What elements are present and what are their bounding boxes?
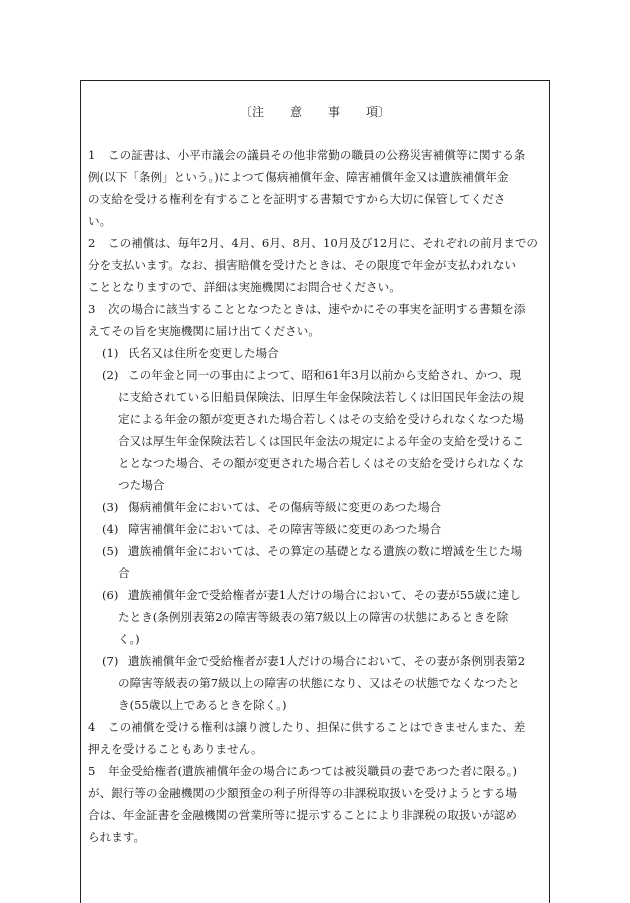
notes-body [88, 144, 544, 848]
note-text-line: 次の場合に該当することとなつたときは、速やかにその事実を証明する書類を添 [108, 302, 526, 316]
sub-number: (3) [102, 500, 119, 514]
title-part-2: 意 [289, 105, 302, 119]
note-number: 3 [88, 302, 96, 316]
sub-text-line: この年金と同一の事由によつて、昭和61年3月以前から支給され、かつ、現 [128, 368, 522, 382]
section-title [0, 103, 630, 120]
sub-number: (7) [102, 654, 119, 668]
note-item-3 [88, 298, 544, 716]
sub-number: (1) [102, 346, 119, 360]
sub-text-line: 障害補償年金においては、その障害等級に変更のあつた場合 [128, 522, 442, 536]
sub-text-line: き(55歳以上であるときを除く。) [118, 698, 287, 712]
note-text-line: 例(以下「条例」という。)によつて傷病補償年金、障害補償年金又は遺族補償年金 [88, 170, 509, 184]
note-text-line: 合は、年金証書を金融機関の営業所等に提示することにより非課税の取扱いが認め [88, 808, 517, 822]
note-text-line: この補償は、毎年2月、4月、6月、8月、10月及び12月に、それぞれの前月までの [108, 236, 539, 250]
sub-item-(1) [88, 342, 544, 364]
sub-text-line: 氏名又は住所を変更した場合 [128, 346, 279, 360]
note-text-line: が、銀行等の金融機関の少額預金の利子所得等の非課税取扱いを受けようとする場 [88, 786, 517, 800]
sub-item-(4) [88, 518, 544, 540]
note-text-line: この証書は、小平市議会の議員その他非常勤の職員の公務災害補償等に関する条 [108, 148, 526, 162]
sub-number: (6) [102, 588, 119, 602]
sub-text-line: たとき(条例別表第2の障害等級表の第7級以上の障害の状態にあるときを除 [118, 610, 509, 624]
note-item-2 [88, 232, 544, 298]
sub-text-line: 遺族補償年金で受給権者が妻1人だけの場合において、その妻が55歳に達し [128, 588, 521, 602]
sub-item-(5) [88, 540, 544, 584]
sub-item-(7) [88, 650, 544, 716]
note-item-5 [88, 760, 544, 848]
note-number: 4 [88, 720, 96, 734]
sub-text-line: に支給されている旧船員保険法、旧厚生年金保険法若しくは旧国民年金法の規 [118, 390, 524, 404]
sub-text-line: の障害等級表の第7級以上の障害の状態になり、又はその状態でなくなつたと [118, 676, 520, 690]
sub-text-line: 傷病補償年金においては、その傷病等級に変更のあつた場合 [128, 500, 442, 514]
note-text-line: えてその旨を実施機関に届け出てください。 [88, 324, 320, 338]
sub-text-line: 合又は厚生年金保険法若しくは国民年金法の規定による年金の支給を受けるこ [118, 434, 524, 448]
note-text-line: 押えを受けることもありません。 [88, 742, 263, 756]
sub-text-line: 定による年金の額が変更された場合若しくはその支給を受けられなくなつた場 [118, 412, 524, 426]
sub-number: (5) [102, 544, 119, 558]
sub-text-line: 遺族補償年金で受給権者が妻1人だけの場合において、その妻が条例別表第2 [128, 654, 526, 668]
sub-text-line: ととなつた場合、その額が変更された場合若しくはその支給を受けられなくな [118, 456, 524, 470]
note-text-line: い。 [88, 214, 112, 228]
sub-number: (4) [102, 522, 119, 536]
note-number: 5 [88, 764, 96, 778]
title-part-4: 項〕 [366, 105, 391, 119]
sub-item-(6) [88, 584, 544, 650]
title-part-3: 事 [328, 105, 341, 119]
sub-text-line: 遺族補償年金においては、その算定の基礎となる遺族の数に増減を生じた場 [128, 544, 523, 558]
sub-item-(2) [88, 364, 544, 496]
note-text-line: この補償を受ける権利は譲り渡したり、担保に供することはできませんまた、差 [108, 720, 526, 734]
sub-number: (2) [102, 368, 119, 382]
title-part-1: 〔注 [239, 105, 264, 119]
note-item-1 [88, 144, 544, 232]
note-number: 2 [88, 236, 96, 250]
sub-text-line: つた場合 [118, 478, 165, 492]
note-text-line: 分を支払います。なお、損害賠償を受けたときは、その限度で年金が支払われない [88, 258, 517, 272]
sub-text-line: く。) [118, 632, 140, 646]
sub-item-(3) [88, 496, 544, 518]
note-item-4 [88, 716, 544, 760]
sub-text-line: 合 [118, 566, 130, 580]
note-text-line: の支給を受ける権利を有することを証明する書類ですから大切に保管してくださ [88, 192, 506, 206]
note-text-line: 年金受給権者(遺族補償年金の場合にあつては被災職員の妻であつた者に限る。) [108, 764, 518, 778]
note-number: 1 [88, 148, 96, 162]
note-text-line: られます。 [88, 830, 146, 844]
note-text-line: こととなりますので、詳細は実施機関にお問合せください。 [88, 280, 401, 294]
